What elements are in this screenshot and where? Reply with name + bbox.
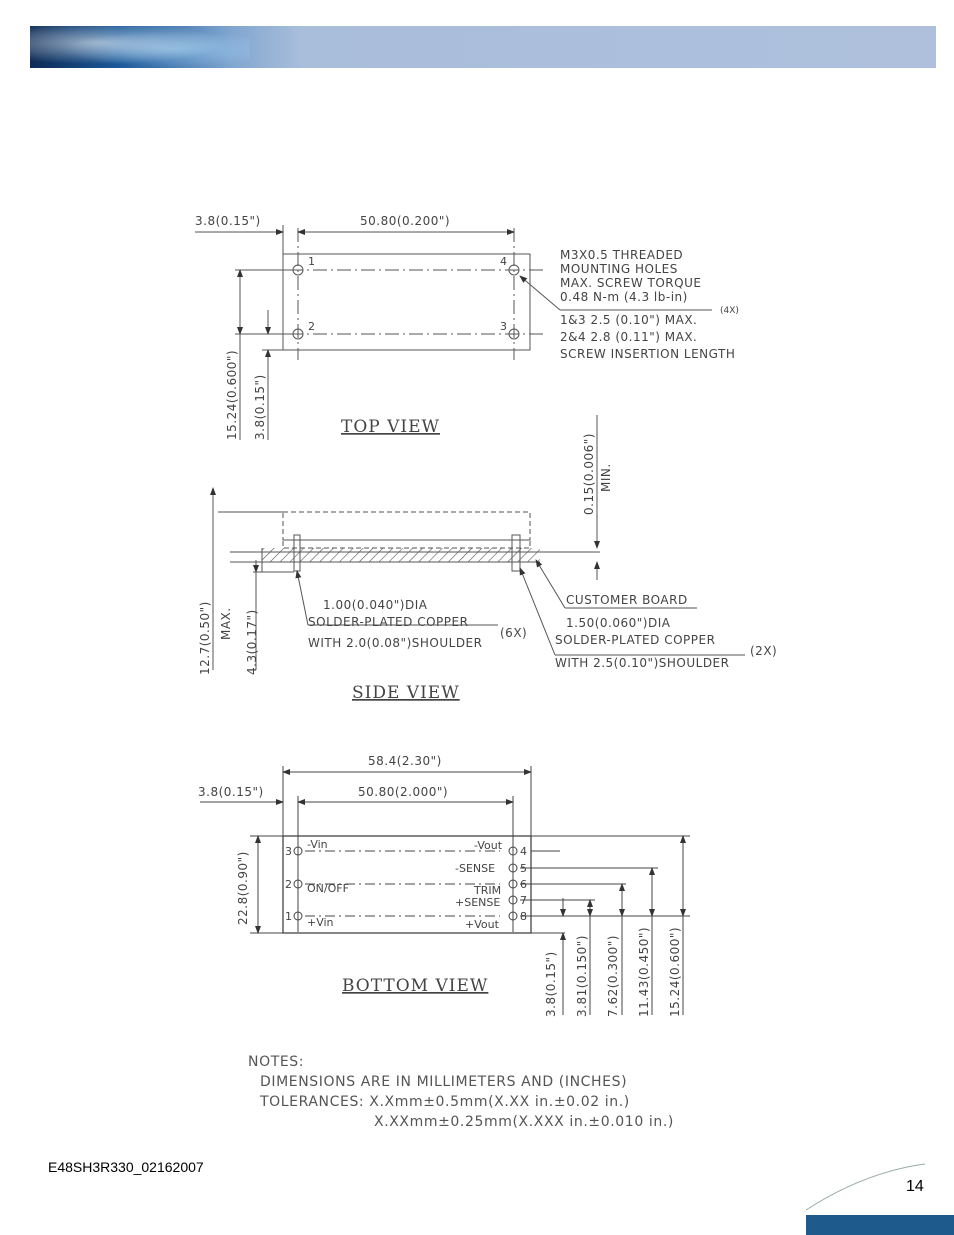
mounting-note-4: 0.48 N-m (4.3 lb-in) bbox=[560, 290, 688, 304]
pin-a-line-2: SOLDER-PLATED COPPER bbox=[308, 615, 469, 629]
bottom-dim-offset: 3.8(0.15") bbox=[198, 785, 264, 799]
notes-line-1: DIMENSIONS ARE IN MILLIMETERS AND (INCHES) bbox=[260, 1074, 628, 1090]
document-code: E48SH3R330_02162007 bbox=[48, 1159, 204, 1175]
mounting-note-1: M3X0.5 THREADED bbox=[560, 248, 684, 262]
mounting-note-3: MAX. SCREW TORQUE bbox=[560, 276, 702, 290]
customer-board-label: CUSTOMER BOARD bbox=[566, 593, 688, 607]
bottom-dim-height: 22.8(0.90") bbox=[236, 851, 250, 925]
pin-a-line-3: WITH 2.0(0.08")SHOULDER bbox=[308, 636, 483, 650]
vdim-4: 15.24(0.600") bbox=[668, 926, 682, 1017]
notes-line-3: X.XXmm±0.25mm(X.XXX in.±0.010 in.) bbox=[374, 1114, 674, 1130]
top-pin-3: 3 bbox=[500, 320, 507, 333]
side-pin-length: 4.3(0.17") bbox=[245, 609, 259, 675]
side-view-title: SIDE VIEW bbox=[352, 683, 460, 703]
side-height-label: MAX. bbox=[219, 607, 233, 640]
top-pin-1: 1 bbox=[308, 255, 315, 268]
bottom-dim-total: 58.4(2.30") bbox=[368, 754, 442, 768]
right-pin-num-8: 8 bbox=[520, 910, 527, 923]
insertion-note-3: SCREW INSERTION LENGTH bbox=[560, 347, 736, 361]
left-pin-num-1: 1 bbox=[285, 910, 292, 923]
side-min-label: MIN. bbox=[599, 463, 613, 492]
side-height-dim: 12.7(0.50") bbox=[198, 601, 212, 675]
right-pin-name-5: -SENSE bbox=[455, 862, 496, 875]
pin-b-line-2: SOLDER-PLATED COPPER bbox=[555, 633, 716, 647]
top-pin-4: 4 bbox=[500, 255, 507, 268]
top-dim-offset: 3.8(0.15") bbox=[195, 214, 261, 228]
top-dim-width: 50.80(0.200") bbox=[360, 214, 451, 228]
pin-a-line-1: 1.00(0.040")DIA bbox=[323, 598, 428, 612]
vdim-3: 11.43(0.450") bbox=[637, 926, 651, 1017]
bottom-dim-pitch: 50.80(2.000") bbox=[358, 785, 449, 799]
insertion-note-2: 2&4 2.8 (0.11") MAX. bbox=[560, 330, 698, 344]
left-pin-name-3: -Vin bbox=[307, 838, 328, 851]
left-pin-name-1: +Vin bbox=[307, 916, 334, 929]
top-pin-2: 2 bbox=[308, 320, 315, 333]
notes-heading: NOTES: bbox=[248, 1054, 305, 1070]
top-dim-height: 15.24(0.600") bbox=[225, 349, 239, 440]
left-pin-num-3: 3 bbox=[285, 845, 292, 858]
pin-b-qty: (2X) bbox=[750, 644, 778, 658]
pin-b-line-3: WITH 2.5(0.10")SHOULDER bbox=[555, 656, 730, 670]
left-pin-num-2: 2 bbox=[285, 878, 292, 891]
mounting-note-2: MOUNTING HOLES bbox=[560, 262, 678, 276]
mounting-note-qty: (4X) bbox=[720, 306, 739, 316]
page-number: 14 bbox=[906, 1178, 924, 1195]
vdim-1: 3.81(0.150") bbox=[575, 935, 589, 1017]
notes-line-2: TOLERANCES: X.Xmm±0.5mm(X.XX in.±0.02 in.) bbox=[260, 1094, 630, 1110]
left-pin-name-2: ON/OFF bbox=[307, 882, 349, 895]
top-view-title: TOP VIEW bbox=[341, 417, 440, 437]
right-pin-name-8: +Vout bbox=[465, 918, 499, 931]
right-pin-num-7: 7 bbox=[520, 894, 527, 907]
pin-b-line-1: 1.50(0.060")DIA bbox=[566, 616, 671, 630]
pin-a-qty: (6X) bbox=[500, 626, 528, 640]
right-pin-name-4: -Vout bbox=[474, 839, 503, 852]
right-pin-num-4: 4 bbox=[520, 845, 527, 858]
right-pin-name-6: TRIM bbox=[474, 884, 502, 897]
top-dim-lower: 3.8(0.15") bbox=[253, 374, 267, 440]
insertion-note-1: 1&3 2.5 (0.10") MAX. bbox=[560, 313, 698, 327]
right-pin-num-5: 5 bbox=[520, 862, 527, 875]
vdim-2: 7.62(0.300") bbox=[606, 935, 620, 1017]
right-pin-name-7: +SENSE bbox=[455, 896, 501, 909]
side-min-dim: 0.15(0.006") bbox=[582, 433, 596, 515]
right-pin-num-6: 6 bbox=[520, 878, 527, 891]
bottom-view-title: BOTTOM VIEW bbox=[342, 976, 489, 996]
vdim-0: 3.8(0.15") bbox=[544, 951, 558, 1017]
